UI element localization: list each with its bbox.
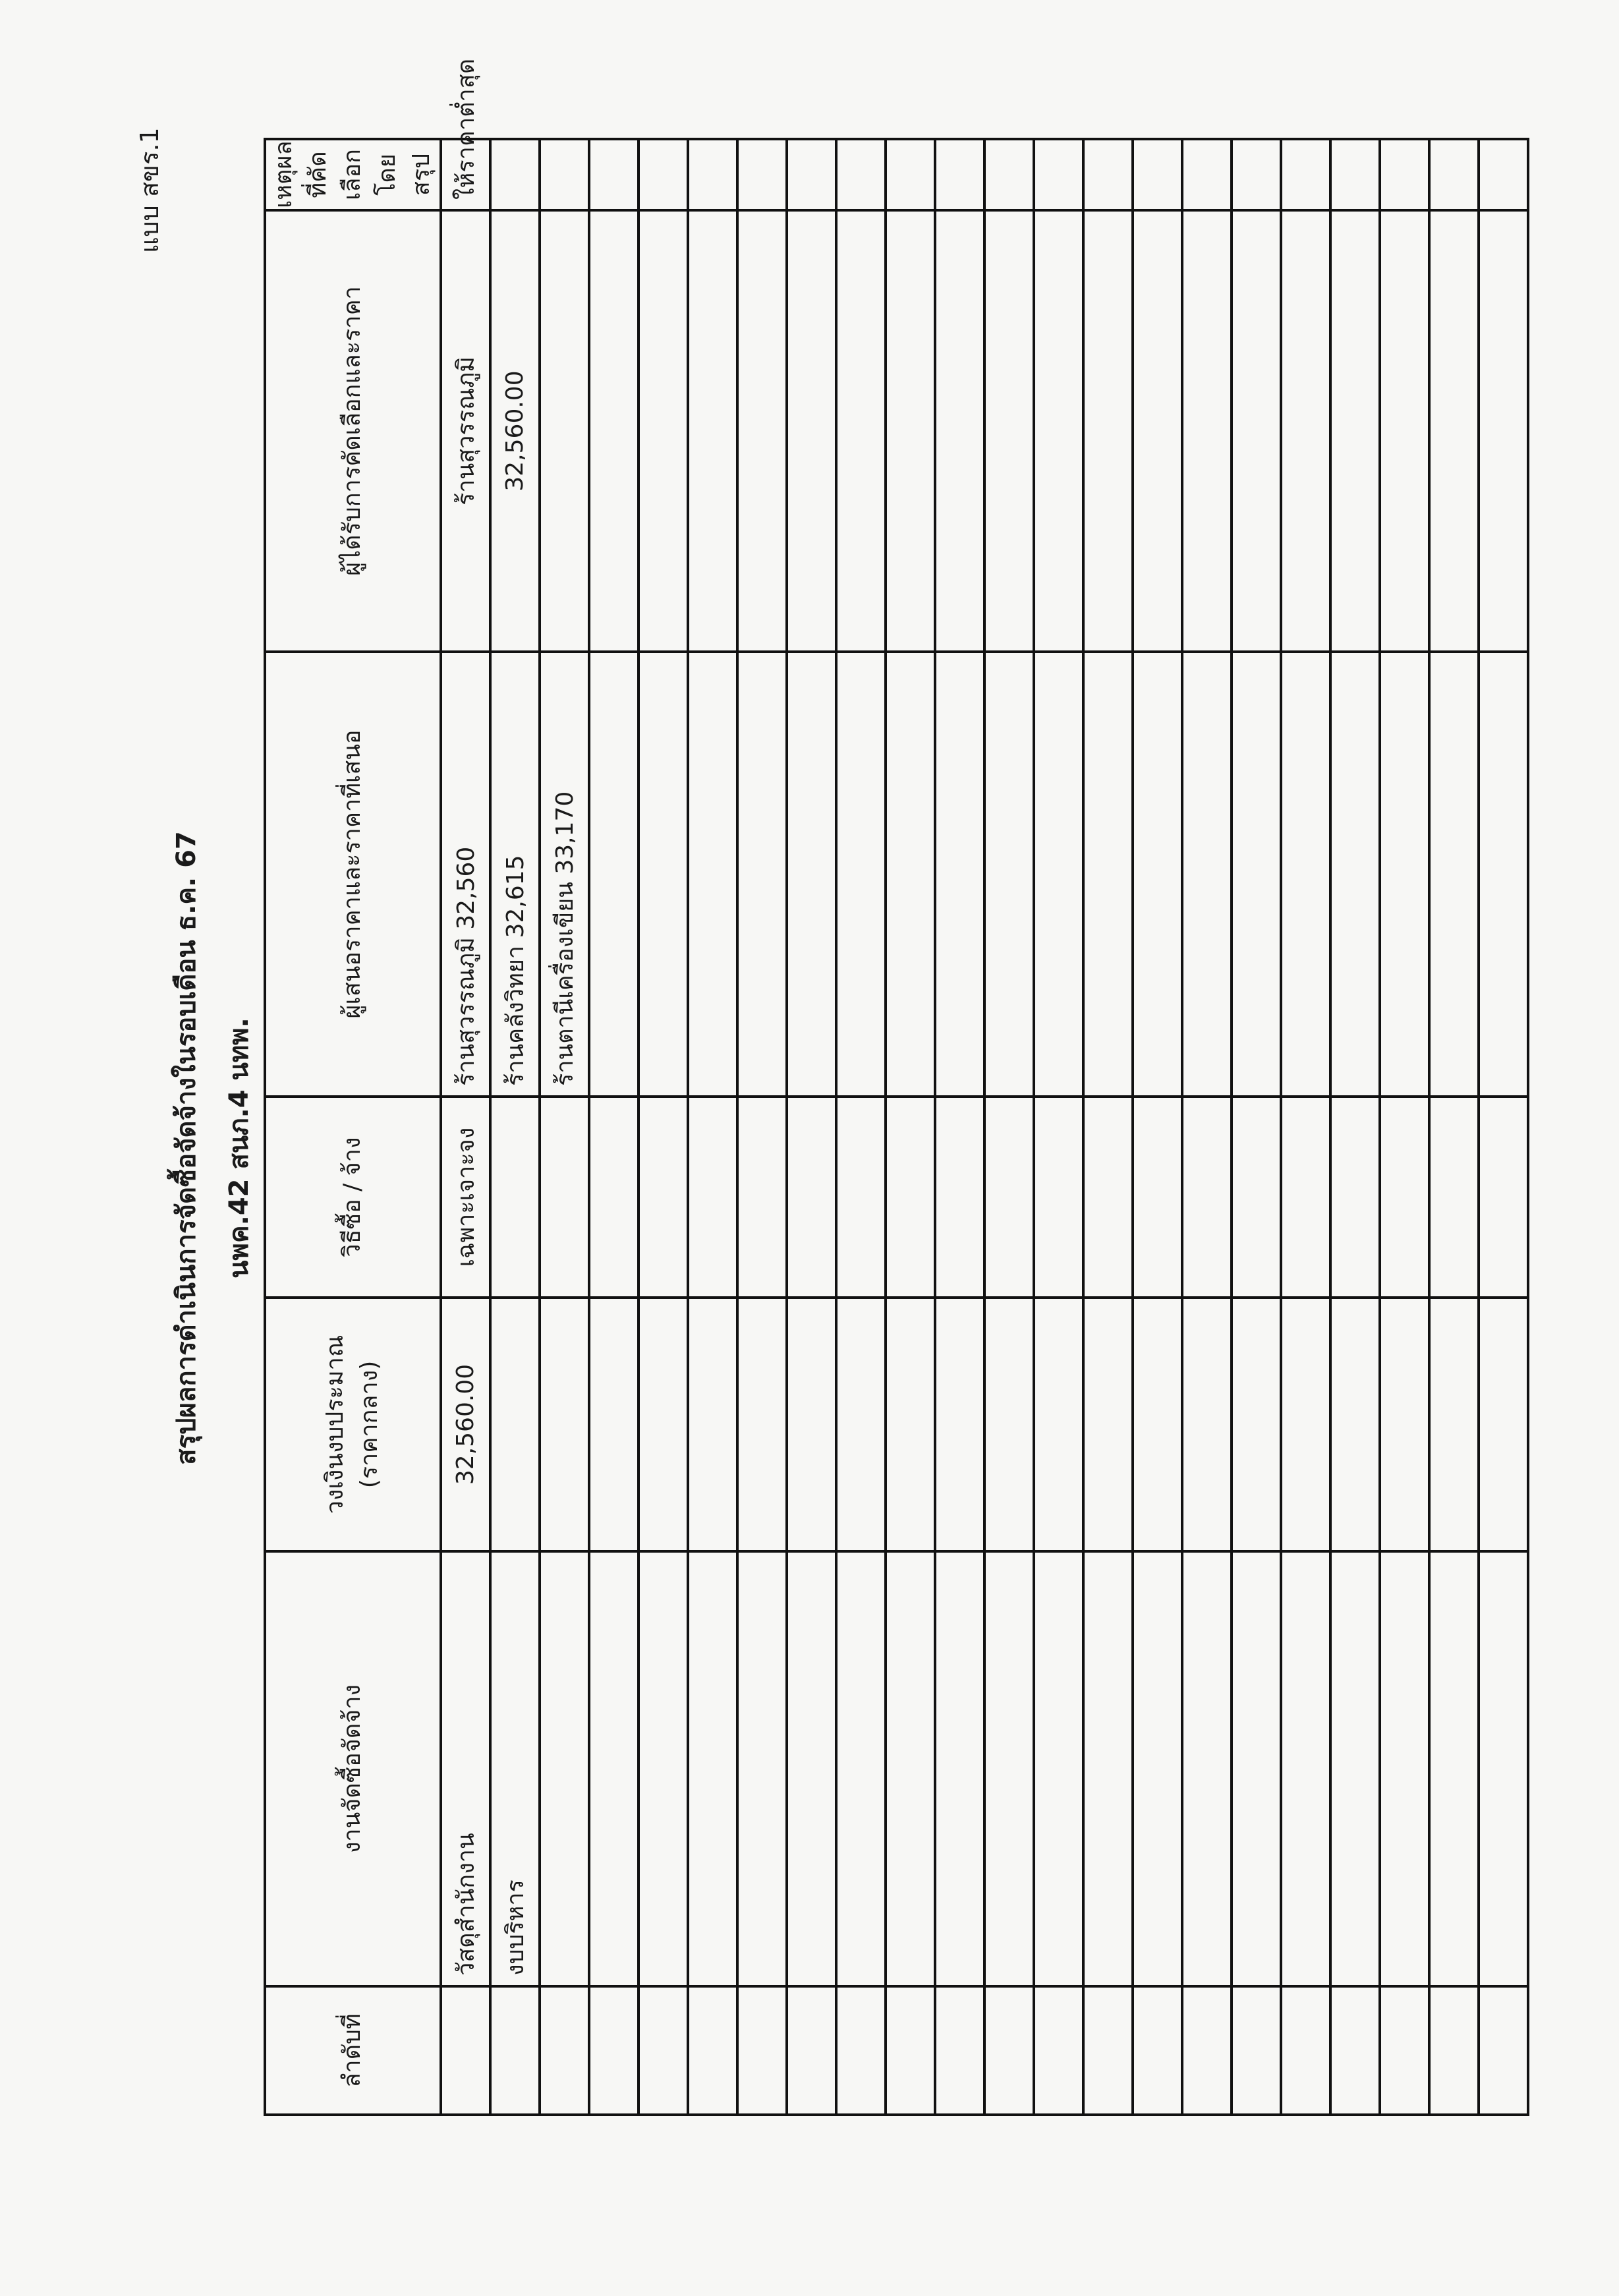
- cell-reason: [1083, 139, 1133, 210]
- cell-bidder: [737, 652, 787, 1097]
- cell-winner: [540, 210, 589, 652]
- cell-work: [1281, 1551, 1330, 1986]
- cell-budget: [1083, 1298, 1133, 1551]
- cell-winner: [1034, 210, 1083, 652]
- cell-reason: [1232, 139, 1281, 210]
- table-row-empty: [1034, 139, 1083, 2115]
- cell-budget: [1429, 1298, 1479, 1551]
- cell-budget: [589, 1298, 639, 1551]
- cell-work: [787, 1551, 836, 1986]
- cell-method: [540, 1097, 589, 1298]
- cell-method: [1034, 1097, 1083, 1298]
- cell-winner: 32,560.00: [490, 210, 540, 652]
- table-row-empty: [935, 139, 984, 2115]
- cell-budget: [688, 1298, 737, 1551]
- table-row-empty: [1330, 139, 1380, 2115]
- cell-winner: [1479, 210, 1528, 652]
- table-header-row: [265, 139, 441, 2115]
- cell-seq: [737, 1986, 787, 2115]
- table-row-empty: [1083, 139, 1133, 2115]
- cell-bidder: [1479, 652, 1528, 1097]
- cell-reason: [589, 139, 639, 210]
- procurement-table: [264, 58, 1529, 2116]
- cell-method: [1182, 1097, 1232, 1298]
- cell-winner: [1380, 210, 1429, 652]
- cell-seq: [1380, 1986, 1429, 2115]
- cell-work: [1429, 1551, 1479, 1986]
- cell-winner: [886, 210, 935, 652]
- cell-seq: [1182, 1986, 1232, 2115]
- cell-winner: [1133, 210, 1182, 652]
- cell-winner: [1232, 210, 1281, 652]
- header-budget: วงเงินงบประมาณ (ราคากลาง): [265, 1298, 441, 1551]
- cell-budget: [1281, 1298, 1330, 1551]
- cell-method: [1281, 1097, 1330, 1298]
- table-row-empty: [589, 139, 639, 2115]
- cell-seq: [787, 1986, 836, 2115]
- cell-bidder: [1133, 652, 1182, 1097]
- table-row-empty: [1281, 139, 1330, 2115]
- table-row: [490, 139, 540, 2115]
- table-row-empty: [688, 139, 737, 2115]
- cell-method: [737, 1097, 787, 1298]
- cell-bidder: [1380, 652, 1429, 1097]
- document-title: สรุปผลการดำเนินการจัดซื้อจัดจ้างในรอบเดือน ธ.ค. 67: [171, 831, 202, 1465]
- table-row-empty: [1479, 139, 1528, 2115]
- cell-work: [984, 1551, 1034, 1986]
- cell-winner: [1429, 210, 1479, 652]
- cell-budget: 32,560.00: [441, 1298, 490, 1551]
- cell-budget: [886, 1298, 935, 1551]
- cell-bidder: [688, 652, 737, 1097]
- cell-budget: [984, 1298, 1034, 1551]
- cell-reason: [787, 139, 836, 210]
- cell-method: [935, 1097, 984, 1298]
- cell-reason: [1380, 139, 1429, 210]
- header-bidders: ผู้เสนอราคาและราคาที่เสนอ: [265, 652, 441, 1097]
- cell-bidder: [886, 652, 935, 1097]
- table-row-empty: [737, 139, 787, 2115]
- cell-work: [1083, 1551, 1133, 1986]
- cell-work: [1182, 1551, 1232, 1986]
- cell-winner: [984, 210, 1034, 652]
- cell-winner: [1281, 210, 1330, 652]
- cell-work: [639, 1551, 688, 1986]
- cell-bidder: ร้านสุวรรณภูมิ 32,560: [441, 652, 490, 1097]
- cell-seq: [441, 1986, 490, 2115]
- cell-seq: [1083, 1986, 1133, 2115]
- cell-winner: [1182, 210, 1232, 652]
- cell-reason: [836, 139, 886, 210]
- table-row-empty: [1429, 139, 1479, 2115]
- cell-bidder: ร้านคลังวิทยา 32,615: [490, 652, 540, 1097]
- table-row-empty: [1232, 139, 1281, 2115]
- cell-reason: [540, 139, 589, 210]
- header-method: วิธีซื้อ / จ้าง: [265, 1097, 441, 1298]
- cell-method: [1330, 1097, 1380, 1298]
- cell-seq: [1232, 1986, 1281, 2115]
- header-reason: เหตุผลที่คัดเลือก โดยสรุป: [265, 139, 441, 210]
- cell-reason: ให้ราคาต่ำสุด: [441, 139, 490, 210]
- cell-seq: [984, 1986, 1034, 2115]
- cell-work: [737, 1551, 787, 1986]
- cell-reason: [490, 139, 540, 210]
- table-row-empty: [886, 139, 935, 2115]
- cell-winner: ร้านสุวรรณภูมิ: [441, 210, 490, 652]
- cell-reason: [935, 139, 984, 210]
- header-winner: ผู้ได้รับการคัดเลือกและราคา: [265, 210, 441, 652]
- cell-winner: [787, 210, 836, 652]
- cell-reason: [688, 139, 737, 210]
- cell-seq: [639, 1986, 688, 2115]
- table-row-empty: [836, 139, 886, 2115]
- cell-seq: [836, 1986, 886, 2115]
- cell-bidder: [836, 652, 886, 1097]
- table-row: [540, 139, 589, 2115]
- cell-method: [1083, 1097, 1133, 1298]
- cell-budget: [1182, 1298, 1232, 1551]
- cell-budget: [1479, 1298, 1528, 1551]
- cell-bidder: [935, 652, 984, 1097]
- cell-bidder: [1429, 652, 1479, 1097]
- cell-seq: [688, 1986, 737, 2115]
- cell-method: [787, 1097, 836, 1298]
- cell-reason: [1429, 139, 1479, 210]
- cell-method: [886, 1097, 935, 1298]
- cell-seq: [1034, 1986, 1083, 2115]
- cell-work: [1034, 1551, 1083, 1986]
- table-body: [441, 58, 1528, 2115]
- table-row-empty: [1182, 139, 1232, 2115]
- cell-work: [688, 1551, 737, 1986]
- form-code: แบบ สขร.1: [135, 127, 164, 253]
- cell-budget: [540, 1298, 589, 1551]
- cell-work: [935, 1551, 984, 1986]
- table-row-empty: [787, 139, 836, 2115]
- cell-work: [836, 1551, 886, 1986]
- cell-work: [1479, 1551, 1528, 1986]
- cell-seq: [490, 1986, 540, 2115]
- cell-reason: [1182, 139, 1232, 210]
- cell-seq: [1479, 1986, 1528, 2115]
- table-row-empty: [984, 139, 1034, 2115]
- cell-budget: [639, 1298, 688, 1551]
- cell-bidder: [1232, 652, 1281, 1097]
- cell-method: เฉพาะเจาะจง: [441, 1097, 490, 1298]
- cell-budget: [737, 1298, 787, 1551]
- cell-reason: [886, 139, 935, 210]
- cell-bidder: [787, 652, 836, 1097]
- cell-bidder: ร้านตานีเครื่องเขียน 33,170: [540, 652, 589, 1097]
- document-subtitle: นพค.42 สนภ.4 นทพ.: [224, 1018, 254, 1278]
- cell-work: งบบริหาร: [490, 1551, 540, 1986]
- cell-bidder: [984, 652, 1034, 1097]
- cell-bidder: [589, 652, 639, 1097]
- cell-winner: [935, 210, 984, 652]
- cell-reason: [639, 139, 688, 210]
- cell-seq: [540, 1986, 589, 2115]
- cell-winner: [1330, 210, 1380, 652]
- table-row-empty: [1133, 139, 1182, 2115]
- cell-bidder: [1182, 652, 1232, 1097]
- cell-seq: [1330, 1986, 1380, 2115]
- cell-winner: [836, 210, 886, 652]
- cell-seq: [589, 1986, 639, 2115]
- cell-budget: [836, 1298, 886, 1551]
- header-seq: ลำดับที่: [265, 1986, 441, 2115]
- cell-budget: [490, 1298, 540, 1551]
- cell-method: [984, 1097, 1034, 1298]
- cell-seq: [886, 1986, 935, 2115]
- cell-seq: [1133, 1986, 1182, 2115]
- cell-seq: [935, 1986, 984, 2115]
- cell-work: [1330, 1551, 1380, 1986]
- cell-method: [1429, 1097, 1479, 1298]
- table-row-empty: [639, 139, 688, 2115]
- cell-work: [1380, 1551, 1429, 1986]
- cell-winner: [1083, 210, 1133, 652]
- cell-winner: [639, 210, 688, 652]
- cell-bidder: [1330, 652, 1380, 1097]
- cell-work: วัสดุสำนักงาน: [441, 1551, 490, 1986]
- cell-budget: [787, 1298, 836, 1551]
- cell-winner: [737, 210, 787, 652]
- cell-bidder: [1281, 652, 1330, 1097]
- cell-budget: [1133, 1298, 1182, 1551]
- table-row-empty: [1380, 139, 1429, 2115]
- cell-seq: [1281, 1986, 1330, 2115]
- cell-reason: [984, 139, 1034, 210]
- cell-method: [589, 1097, 639, 1298]
- cell-reason: [1479, 139, 1528, 210]
- cell-budget: [935, 1298, 984, 1551]
- cell-reason: [1133, 139, 1182, 210]
- cell-winner: [589, 210, 639, 652]
- header-work: งานจัดซื้อจัดจ้าง: [265, 1551, 441, 1986]
- cell-work: [886, 1551, 935, 1986]
- cell-bidder: [1034, 652, 1083, 1097]
- cell-budget: [1380, 1298, 1429, 1551]
- cell-method: [688, 1097, 737, 1298]
- cell-method: [490, 1097, 540, 1298]
- cell-work: [540, 1551, 589, 1986]
- cell-method: [639, 1097, 688, 1298]
- cell-work: [1232, 1551, 1281, 1986]
- cell-method: [1133, 1097, 1182, 1298]
- cell-work: [1133, 1551, 1182, 1986]
- cell-method: [1380, 1097, 1429, 1298]
- cell-method: [836, 1097, 886, 1298]
- cell-seq: [1429, 1986, 1479, 2115]
- cell-bidder: [639, 652, 688, 1097]
- cell-reason: [1034, 139, 1083, 210]
- cell-reason: [737, 139, 787, 210]
- cell-reason: [1281, 139, 1330, 210]
- cell-work: [589, 1551, 639, 1986]
- cell-budget: [1034, 1298, 1083, 1551]
- cell-bidder: [1083, 652, 1133, 1097]
- cell-method: [1232, 1097, 1281, 1298]
- cell-method: [1479, 1097, 1528, 1298]
- cell-budget: [1330, 1298, 1380, 1551]
- table-row: [441, 139, 490, 2115]
- cell-budget: [1232, 1298, 1281, 1551]
- cell-reason: [1330, 139, 1380, 210]
- cell-winner: [688, 210, 737, 652]
